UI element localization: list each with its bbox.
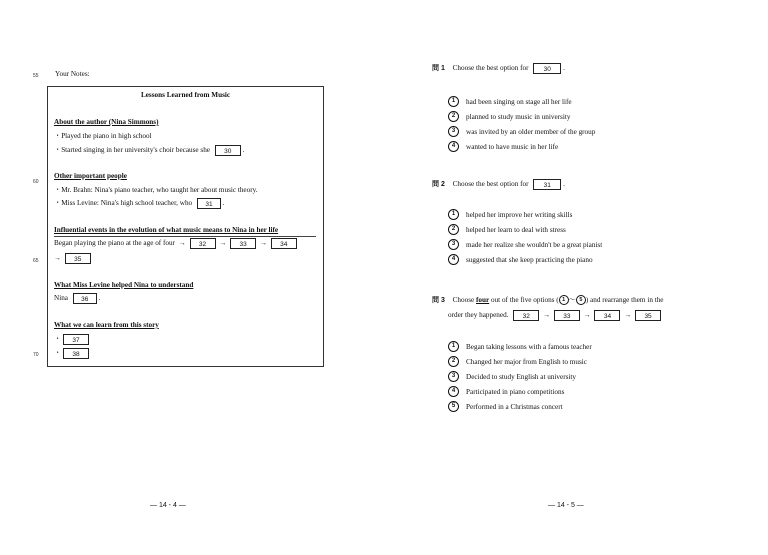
q3-option-5[interactable] xyxy=(448,399,592,414)
q3-answer-box-35: 35 xyxy=(635,310,661,321)
notes-title: Lessons Learned from Music xyxy=(140,91,231,99)
option-text: suggested that she keep practicing the piano xyxy=(466,255,593,264)
arrow: → xyxy=(259,239,267,248)
arrow: → xyxy=(178,239,186,248)
question-3-marker: 問 3 xyxy=(432,297,445,304)
events-heading: Influential events in the evolution of what music means to Nina in her life xyxy=(54,226,279,234)
q2-options xyxy=(448,207,602,267)
circled-number: 2 xyxy=(448,111,459,122)
line-number-60: 60 xyxy=(33,179,39,185)
question-3-stem-b: out of the five options ( xyxy=(490,296,559,304)
author-bullet-2 xyxy=(54,145,244,156)
answer-box-36: 36 xyxy=(73,293,97,304)
events-line-2 xyxy=(54,253,91,264)
option-text: wanted to have music in her life xyxy=(466,142,559,151)
period: . xyxy=(563,64,565,73)
arrow: → xyxy=(543,311,551,320)
circled-number: 2 xyxy=(448,356,459,367)
notes-box xyxy=(47,86,324,367)
arrow: → xyxy=(583,311,591,320)
answer-box-30: 30 xyxy=(215,145,241,156)
period: . xyxy=(563,180,565,189)
answer-box-31: 31 xyxy=(197,198,221,209)
answer-box-34: 34 xyxy=(271,238,297,249)
author-heading: About the author (Nina Simmons) xyxy=(54,118,159,126)
question-2-marker: 問 2 xyxy=(432,181,445,189)
circled-number: 4 xyxy=(448,386,459,397)
q2-option-4[interactable] xyxy=(448,252,602,267)
option-text: Changed her major from English to music xyxy=(466,357,587,366)
levine-heading: What Miss Levine helped Nina to understand xyxy=(54,281,194,289)
question-2-header xyxy=(432,179,565,190)
q1-answer-box: 30 xyxy=(533,63,561,74)
option-text: helped her improve her writing skills xyxy=(466,210,573,219)
people-bullet-2 xyxy=(54,198,225,209)
answer-box-37: 37 xyxy=(63,334,89,345)
q2-option-1[interactable] xyxy=(448,207,602,222)
q1-option-2[interactable] xyxy=(448,109,595,124)
period: . xyxy=(98,294,101,303)
circled-number: 3 xyxy=(448,239,459,250)
option-text: Performed in a Christmas concert xyxy=(466,402,563,411)
q3-option-1[interactable] xyxy=(448,339,592,354)
question-3-stem-c: ) and rearrange them in the xyxy=(585,296,664,304)
people-bullet-1: ・Mr. Brahn: Nina's piano teacher, who taught her about music theory. xyxy=(54,186,258,194)
question-1-header xyxy=(432,63,565,74)
events-divider xyxy=(54,236,316,237)
circled-number: 1 xyxy=(448,96,459,107)
circled-number: 1 xyxy=(448,209,459,220)
circled-number: 3 xyxy=(448,371,459,382)
question-3-line-2-text: order they happened. xyxy=(448,311,509,320)
q3-answer-box-32: 32 xyxy=(513,310,539,321)
option-text: was invited by an older member of the group xyxy=(466,127,596,136)
page-number-left: ― 14 - 4 ― xyxy=(150,502,186,509)
range-separator: ～ xyxy=(568,296,576,304)
people-heading: Other important people xyxy=(54,172,127,180)
learn-item-37 xyxy=(54,334,89,345)
question-1-stem: Choose the best option for xyxy=(452,64,529,73)
q3-answer-box-34: 34 xyxy=(594,310,620,321)
circled-number: 5 xyxy=(448,401,459,412)
circled-number: 4 xyxy=(448,254,459,265)
q1-option-1[interactable] xyxy=(448,94,595,109)
question-3-line-2 xyxy=(448,310,661,321)
q2-option-3[interactable] xyxy=(448,237,602,252)
levine-line xyxy=(54,293,100,304)
option-text: had been singing on stage all her life xyxy=(466,97,572,106)
events-text: Began playing the piano at the age of four xyxy=(54,239,175,248)
arrow: → xyxy=(219,239,227,248)
answer-box-38: 38 xyxy=(63,348,89,359)
period: . xyxy=(242,146,245,155)
q3-options xyxy=(448,339,592,414)
bullet-dot: ・ xyxy=(54,335,62,344)
learn-heading: What we can learn from this story xyxy=(54,321,159,329)
circled-number: 1 xyxy=(559,295,569,305)
option-text: planned to study music in university xyxy=(466,112,571,121)
people-bullet-2-text: ・Miss Levine: Nina's high school teacher, who xyxy=(54,199,193,208)
option-text: helped her learn to deal with stress xyxy=(466,225,566,234)
circled-number: 5 xyxy=(576,295,586,305)
answer-box-33: 33 xyxy=(230,238,256,249)
q3-option-3[interactable] xyxy=(448,369,592,384)
learn-item-38 xyxy=(54,348,89,359)
question-3-four: four xyxy=(476,296,490,304)
arrow: → xyxy=(624,311,632,320)
bullet-dot: ・ xyxy=(54,349,62,358)
author-bullet-2-text: ・Started singing in her university's choir because she xyxy=(54,146,210,155)
question-2-stem: Choose the best option for xyxy=(452,180,529,189)
circled-number: 1 xyxy=(448,341,459,352)
q3-option-2[interactable] xyxy=(448,354,592,369)
option-text: Participated in piano competitions xyxy=(466,387,565,396)
page-number-right: ― 14 - 5 ― xyxy=(548,502,584,509)
circled-number: 4 xyxy=(448,141,459,152)
option-text: made her realize she wouldn't be a great pianist xyxy=(466,240,603,249)
answer-box-35: 35 xyxy=(65,253,91,264)
line-number-55: 55 xyxy=(33,73,39,79)
events-line xyxy=(54,238,297,249)
answer-box-32: 32 xyxy=(190,238,216,249)
q1-option-4[interactable] xyxy=(448,139,595,154)
question-3-stem-a: Choose xyxy=(452,296,475,304)
arrow: → xyxy=(54,254,61,263)
line-number-70: 70 xyxy=(33,352,39,358)
q3-option-4[interactable] xyxy=(448,384,592,399)
notes-label: Your Notes: xyxy=(55,70,90,78)
period: . xyxy=(222,199,225,208)
question-1-marker: 問 1 xyxy=(432,65,445,73)
q2-option-2[interactable] xyxy=(448,222,602,237)
q1-options xyxy=(448,94,595,154)
q2-answer-box: 31 xyxy=(533,179,561,190)
option-text: Decided to study English at university xyxy=(466,372,576,381)
option-text: Began taking lessons with a famous teacher xyxy=(466,342,592,351)
q3-answer-box-33: 33 xyxy=(554,310,580,321)
circled-number: 3 xyxy=(448,126,459,137)
question-3-header xyxy=(432,295,664,305)
line-number-65: 65 xyxy=(33,258,39,264)
q1-option-3[interactable] xyxy=(448,124,595,139)
levine-prefix: Nina xyxy=(54,294,68,303)
author-bullet-1: ・Played the piano in high school xyxy=(54,132,152,140)
circled-number: 2 xyxy=(448,224,459,235)
